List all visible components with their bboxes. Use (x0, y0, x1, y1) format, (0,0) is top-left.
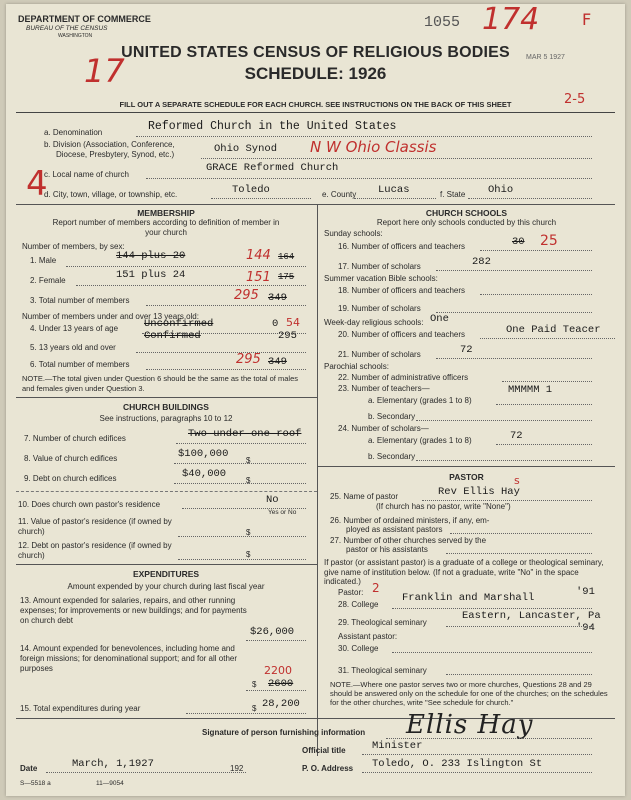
weekday-officers-value: One Paid Teacer (506, 324, 601, 336)
address-label: P. O. Address (302, 764, 354, 773)
male-struck: 164 (278, 252, 295, 262)
weekday-scholars-value: 72 (460, 344, 473, 356)
scholars-secondary-label: b. Secondary (368, 452, 416, 461)
summer-officers-label: 18. Number of officers and teachers (338, 286, 466, 295)
date-suffix: 192 (230, 764, 244, 773)
weekday-schools-value: One (430, 313, 449, 325)
city-value: Toledo (232, 184, 270, 196)
pastor-name-value: Rev Ellis Hay (438, 486, 520, 498)
buildings-sub: See instructions, paragraphs 10 to 12 (99, 414, 233, 423)
female-typed: 151 plus 24 (116, 269, 186, 281)
red-17: 17 (84, 52, 125, 90)
sunday-scholars-label: 17. Number of scholars (338, 262, 421, 271)
division-label-2: Diocese, Presbytery, Synod, etc.) (56, 150, 175, 159)
running-expenses-label: 13. Amount expended for salaries, repairs, and other running expenses; for improvements or new buildings; and for payments on church debt (20, 596, 247, 625)
edifice-value-label: 8. Value of church edifices (24, 454, 118, 463)
summer-scholars-label: 19. Number of scholars (338, 304, 421, 313)
sunday-officers-red: 25 (540, 233, 558, 249)
female-label: 2. Female (30, 276, 66, 285)
dept-name: DEPARTMENT OF COMMERCE (18, 14, 151, 24)
male-red: 144 (246, 248, 271, 263)
membership-heading: MEMBERSHIP (137, 208, 195, 218)
dollar-14: $ (252, 680, 257, 689)
print-number: 11—9054 (96, 780, 124, 787)
college-value: Franklin and Marshall (402, 592, 535, 604)
admin-officers-label: 22. Number of administrative officers (338, 373, 469, 382)
female-struck: 175 (278, 272, 295, 282)
division-value: Ohio Synod (214, 143, 278, 155)
pastor-red-2: 2 (372, 581, 380, 595)
assistant-count-label-2: ployed as assistant pastors (346, 525, 443, 534)
teachers-elementary-value: MMMMM 1 (508, 384, 553, 396)
teachers-secondary-label: b. Secondary (368, 412, 416, 421)
parochial-scholars-label: 24. Number of scholars— (338, 424, 429, 433)
red-number: 174 (482, 2, 540, 37)
college-label: 28. College (338, 600, 379, 609)
residence-debt-label: 12. Debt on pastor's residence (if owned by church) (18, 541, 172, 560)
residence-value-label: 11. Value of pastor's residence (if owned by church) (18, 517, 172, 536)
over13-label: 5. 13 years old and over (30, 343, 116, 352)
graduate-note: If pastor (or assistant pastor) is a graduate of a college or theological seminary, give name of institution below. (If not a graduate, write "No" in the space indicated.) (324, 558, 604, 586)
census-schedule-sheet (6, 4, 625, 796)
edifices-label: 7. Number of church edifices (24, 434, 126, 443)
assistant-college-label: 30. College (338, 644, 379, 653)
bureau-city: WASHINGTON (58, 33, 93, 39)
by-sex-label: Number of members, by sex: (22, 242, 125, 251)
state-value: Ohio (488, 184, 514, 196)
local-name-label: c. Local name of church (44, 170, 129, 179)
total6-struck: 349 (268, 356, 287, 368)
stamp-number: 1055 (424, 14, 461, 31)
male-label: 1. Male (30, 256, 57, 265)
pastor-none-hint: (If church has no pastor, write "None") (376, 502, 511, 511)
header-rule (16, 112, 615, 113)
assistant-seminary-label: 31. Theological seminary (338, 666, 427, 675)
pastor-name-label: 25. Name of pastor (330, 492, 399, 501)
denomination-value: Reformed Church in the United States (148, 120, 397, 133)
female-red: 151 (246, 270, 271, 285)
signature-label: Signature of person furnishing information (202, 728, 366, 737)
sunday-scholars-value: 282 (472, 256, 491, 268)
pastor-sub-label: Pastor: (338, 588, 364, 597)
total-expenditures-label: 15. Total expenditures during year (20, 704, 141, 713)
schools-intro: Report here only schools conducted by this church (376, 218, 557, 227)
assistant-pastor-label: Assistant pastor: (338, 632, 398, 641)
other-churches-label-2: pastor or his assistants (346, 545, 428, 554)
dollar-9: $ (246, 476, 251, 485)
local-name-value: GRACE Reformed Church (206, 162, 339, 174)
male-typed: 144 plus 20 (116, 250, 186, 262)
under13-value: 0 (272, 318, 279, 330)
edifices-value: Two under one roof (188, 428, 302, 440)
weekday-officers-label: 20. Number of officers and teachers (338, 330, 466, 339)
college-year: '91 (576, 586, 595, 598)
edifice-debt-label: 9. Debt on church edifices (24, 474, 117, 483)
yes-no-hint: Yes or No (268, 509, 297, 516)
dollar-8: $ (246, 456, 251, 465)
running-expenses-value: $26,000 (250, 626, 295, 638)
parochial-schools-label: Parochial schools: (324, 362, 389, 371)
other-churches-label: 27. Number of other churches served by the (330, 536, 487, 545)
red-4: 4 (26, 164, 48, 204)
denomination-label: a. Denomination (44, 128, 103, 137)
under13-red: 54 (286, 316, 300, 329)
date-label: Date (20, 764, 38, 773)
red-f: F (582, 10, 592, 29)
official-title-value: Minister (372, 740, 423, 752)
weekday-schools-label: Week-day religious schools: (324, 318, 424, 327)
total-red: 295 (234, 288, 259, 303)
benevolences-label: 14. Amount expended for benevolences, including home and foreign missions; for denominational support; and for all other purposes (20, 644, 238, 673)
scholars-elementary-label: a. Elementary (grades 1 to 8) (368, 436, 472, 445)
address-value: Toledo, O. 233 Islington St (372, 758, 543, 770)
pastor-residence-value: No (266, 494, 279, 506)
weekday-scholars-label: 21. Number of scholars (338, 350, 421, 359)
dollar-12: $ (246, 550, 251, 559)
red-2-5: 2-5 (564, 92, 586, 107)
under13-struck: Unconfirmed (144, 318, 214, 330)
division-red-note: N W Ohio Classis (310, 138, 437, 156)
confirmed-value: 295 (278, 330, 297, 342)
form-number: S—5518 a (20, 780, 51, 787)
total-expenditures-value: 28,200 (262, 698, 300, 710)
scholars-elementary-value: 72 (510, 430, 523, 442)
under13-label: 4. Under 13 years of age (30, 324, 119, 333)
seminary-value: Eastern, Lancaster, Pa (462, 610, 601, 622)
total6-red: 295 (236, 352, 261, 367)
received-stamp: MAR 5 1927 (526, 54, 565, 61)
total-struck: 349 (268, 292, 287, 304)
city-label: d. City, town, village, or township, etc. (44, 190, 178, 199)
edifice-value: $100,000 (178, 448, 229, 460)
date-value: March, 1,1927 (72, 758, 154, 770)
form-title: UNITED STATES CENSUS OF RELIGIOUS BODIES (121, 44, 510, 61)
pastor-residence-label: 10. Does church own pastor's residence (18, 500, 161, 509)
sunday-officers-label: 16. Number of officers and teachers (338, 242, 466, 251)
edifice-debt-value: $40,000 (182, 468, 227, 480)
seminary-year: '94 (576, 622, 595, 634)
total-members-6-label: 6. Total number of members (30, 360, 130, 369)
state-label: f. State (440, 190, 466, 199)
benevolences-struck: 2600 (268, 678, 294, 690)
expenditures-heading: EXPENDITURES (132, 569, 200, 579)
benevolences-red: 2200 (264, 664, 292, 677)
county-value: Lucas (378, 184, 410, 196)
summer-schools-label: Summer vacation Bible schools: (324, 274, 438, 283)
confirmed-label: Confirmed (144, 330, 201, 342)
membership-intro: Report number of members according to definition of member in your church (52, 218, 280, 237)
bureau-name: BUREAU OF THE CENSUS (26, 25, 108, 32)
seminary-label: 29. Theological seminary (338, 618, 427, 627)
pastor-heading: PASTOR (449, 472, 484, 482)
schools-heading: CHURCH SCHOOLS (425, 208, 508, 218)
instruction-line: FILL OUT A SEPARATE SCHEDULE FOR EACH CHURCH. SEE INSTRUCTIONS ON THE BACK OF THIS SHEET (119, 100, 512, 109)
pastor-name-red: s (514, 474, 520, 487)
expenditures-sub: Amount expended by your church during last fiscal year (67, 582, 265, 591)
assistant-count-label: 26. Number of ordained ministers, if any, em- (330, 516, 490, 525)
pastor-note: NOTE.—Where one pastor serves two or more churches, Questions 28 and 29 should be answered only on the schedule for one of the churches; on the schedules for the other churches, write "See schedule for church." (330, 680, 608, 707)
division-label: b. Division (Association, Conference, (44, 140, 175, 149)
buildings-heading: CHURCH BUILDINGS (123, 402, 209, 412)
age-intro: Number of members under and over 13 years old: (22, 312, 199, 321)
official-title-label: Official title (302, 746, 346, 755)
parochial-teachers-label: 23. Number of teachers— (338, 384, 430, 393)
total-members-label: 3. Total number of members (30, 296, 130, 305)
dollar-11: $ (246, 528, 251, 537)
sunday-schools-label: Sunday schools: (324, 229, 383, 238)
county-label: e. County (322, 190, 357, 199)
teachers-elementary-label: a. Elementary (grades 1 to 8) (368, 396, 472, 405)
signature-handwriting: Ellis Hay (406, 710, 534, 740)
form-subtitle: SCHEDULE: 1926 (244, 64, 387, 83)
membership-note: NOTE.—The total given under Question 6 should be the same as the total of males and females given under Question 3. (22, 374, 298, 393)
sunday-officers-struck: 30 (512, 236, 525, 248)
dollar-15: $ (252, 704, 257, 713)
